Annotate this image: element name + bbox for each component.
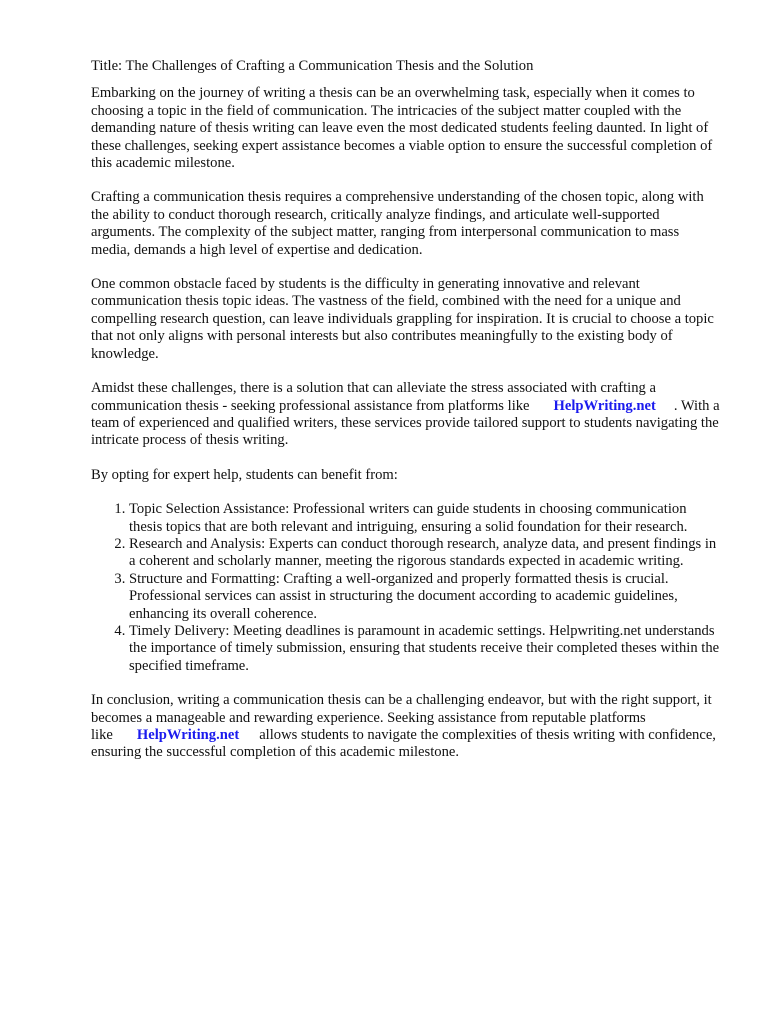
- paragraph-solution: [91, 380, 721, 450]
- list-item: 3. Structure and Formatting: Crafting a well-organized and properly formatted thesis is crucial. Professional services can assist in structuring the document according to academic guidelines, enhancing its overall coherence.: [129, 571, 721, 623]
- paragraph-crafting: Crafting a communication thesis requires a comprehensive understanding of the chosen topic, along with the ability to conduct thorough research, critically analyze findings, and articulate well-supported arguments. The complexity of the subject matter, ranging from interpersonal communication to mass media, demands a high level of expertise and dedication.: [91, 189, 704, 258]
- paragraph-obstacle: One common obstacle faced by students is the difficulty in generating innovative and relevant communication thesis topic ideas. The vastness of the field, combined with the need for a unique and compelling research question, can leave individuals grappling for inspiration. It is crucial to choose a topic that not only aligns with personal interests but also contributes meaningfully to the existing body of knowledge.: [91, 276, 714, 362]
- helpwriting-link-conclusion[interactable]: HelpWriting.net: [136, 727, 240, 743]
- list-item: 4. Timely Delivery: Meeting deadlines is paramount in academic settings. Helpwriting.net understands the importance of timely submission, ensuring that students receive their completed theses within the specified timeframe.: [129, 623, 721, 675]
- paragraph-solution-text-before: Amidst these challenges, there is a solution that can alleviate the stress associated with crafting a communication thesis - seeking professional assistance from platforms like: [91, 380, 656, 414]
- paragraph-benefits-intro: By opting for expert help, students can benefit from:: [91, 466, 398, 483]
- document-title: Title: The Challenges of Crafting a Communication Thesis and the Solution: [91, 58, 534, 74]
- paragraph-solution-text-after: . With a team of experienced and qualified writers, these services provide tailored support to students navigating the intricate process of thesis writing.: [91, 397, 720, 449]
- list-item: 2. Research and Analysis: Experts can conduct thorough research, analyze data, and present findings in a coherent and scholarly manner, meeting the rigorous standards expected in academic writing.: [129, 536, 721, 571]
- benefits-list: [91, 501, 721, 675]
- paragraph-intro: Embarking on the journey of writing a thesis can be an overwhelming task, especially when it comes to choosing a topic in the field of communication. The intricacies of the subject matter coupled with the demanding nature of thesis writing can leave even the most dedicated students feeling daunted. In light of these challenges, seeking expert assistance becomes a viable option to ensure the successful completion of this academic milestone.: [91, 85, 713, 172]
- paragraph-conclusion-text-after: allows students to navigate the complexities of thesis writing with confidence, ensuring the successful completion of this academic milestone.: [91, 727, 716, 761]
- paragraph-conclusion-text-before: In conclusion, writing a communication thesis can be a challenging endeavor, but with the right support, it becomes a manageable and rewarding experience. Seeking assistance from reputable platforms like: [91, 692, 712, 743]
- document-page: [91, 58, 721, 779]
- paragraph-conclusion: [91, 692, 721, 762]
- list-item: 1. Topic Selection Assistance: Professional writers can guide students in choosing communication thesis topics that are both relevant and intriguing, ensuring a solid foundation for their research.: [129, 501, 721, 536]
- helpwriting-link[interactable]: HelpWriting.net: [553, 397, 656, 414]
